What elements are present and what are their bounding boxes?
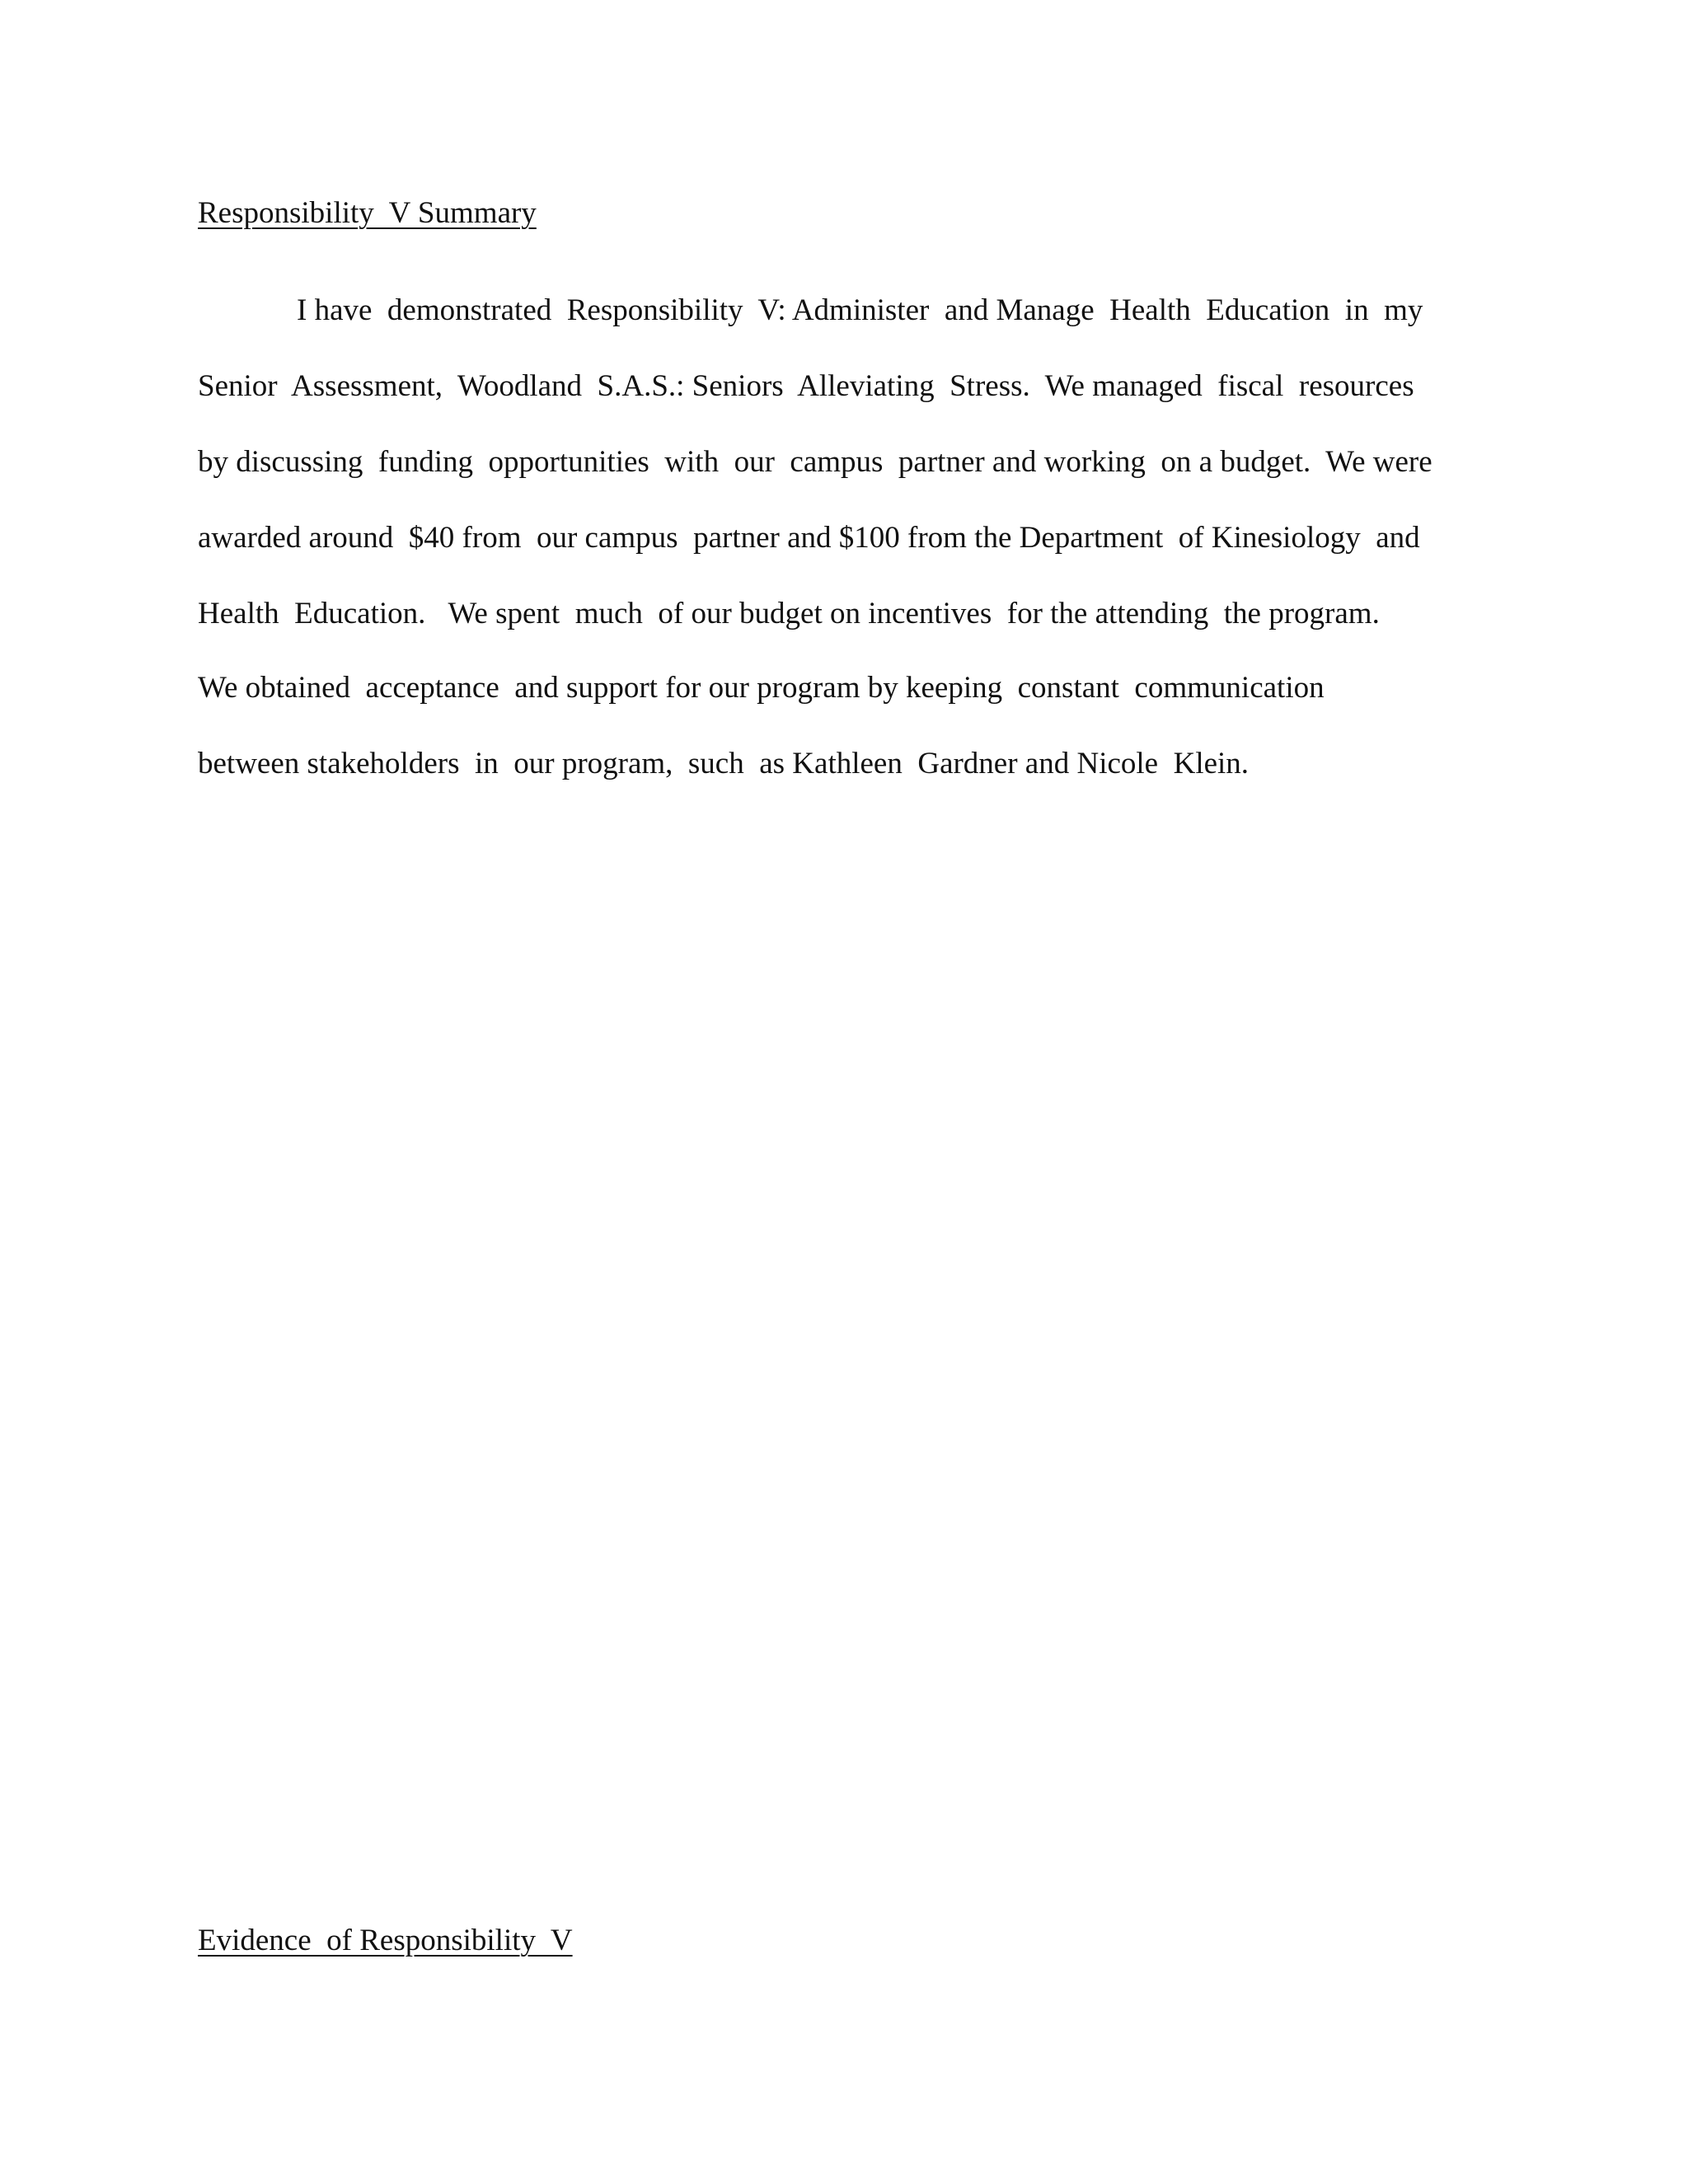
evidence-heading: Evidence of Responsibility V [198, 1924, 573, 1957]
paragraph-line-2: Senior Assessment, Woodland S.A.S.: Seniors Alleviating Stress. We managed fiscal resources [198, 369, 1414, 403]
paragraph-line-1: I have demonstrated Responsibility V: Administer and Manage Health Education in my [297, 293, 1423, 327]
summary-heading: Responsibility V Summary [198, 196, 537, 230]
paragraph-line-3: by discussing funding opportunities with our campus partner and working on a budget. We were [198, 445, 1432, 479]
paragraph-line-4: awarded around $40 from our campus partner and $100 from the Department of Kinesiology and [198, 521, 1420, 555]
paragraph-line-5: Health Education. We spent much of our budget on incentives for the attending the program. [198, 597, 1380, 630]
paragraph-line-6: We obtained acceptance and support for our program by keeping constant communication [198, 671, 1325, 705]
paragraph-line-7: between stakeholders in our program, such as Kathleen Gardner and Nicole Klein. [198, 747, 1250, 780]
